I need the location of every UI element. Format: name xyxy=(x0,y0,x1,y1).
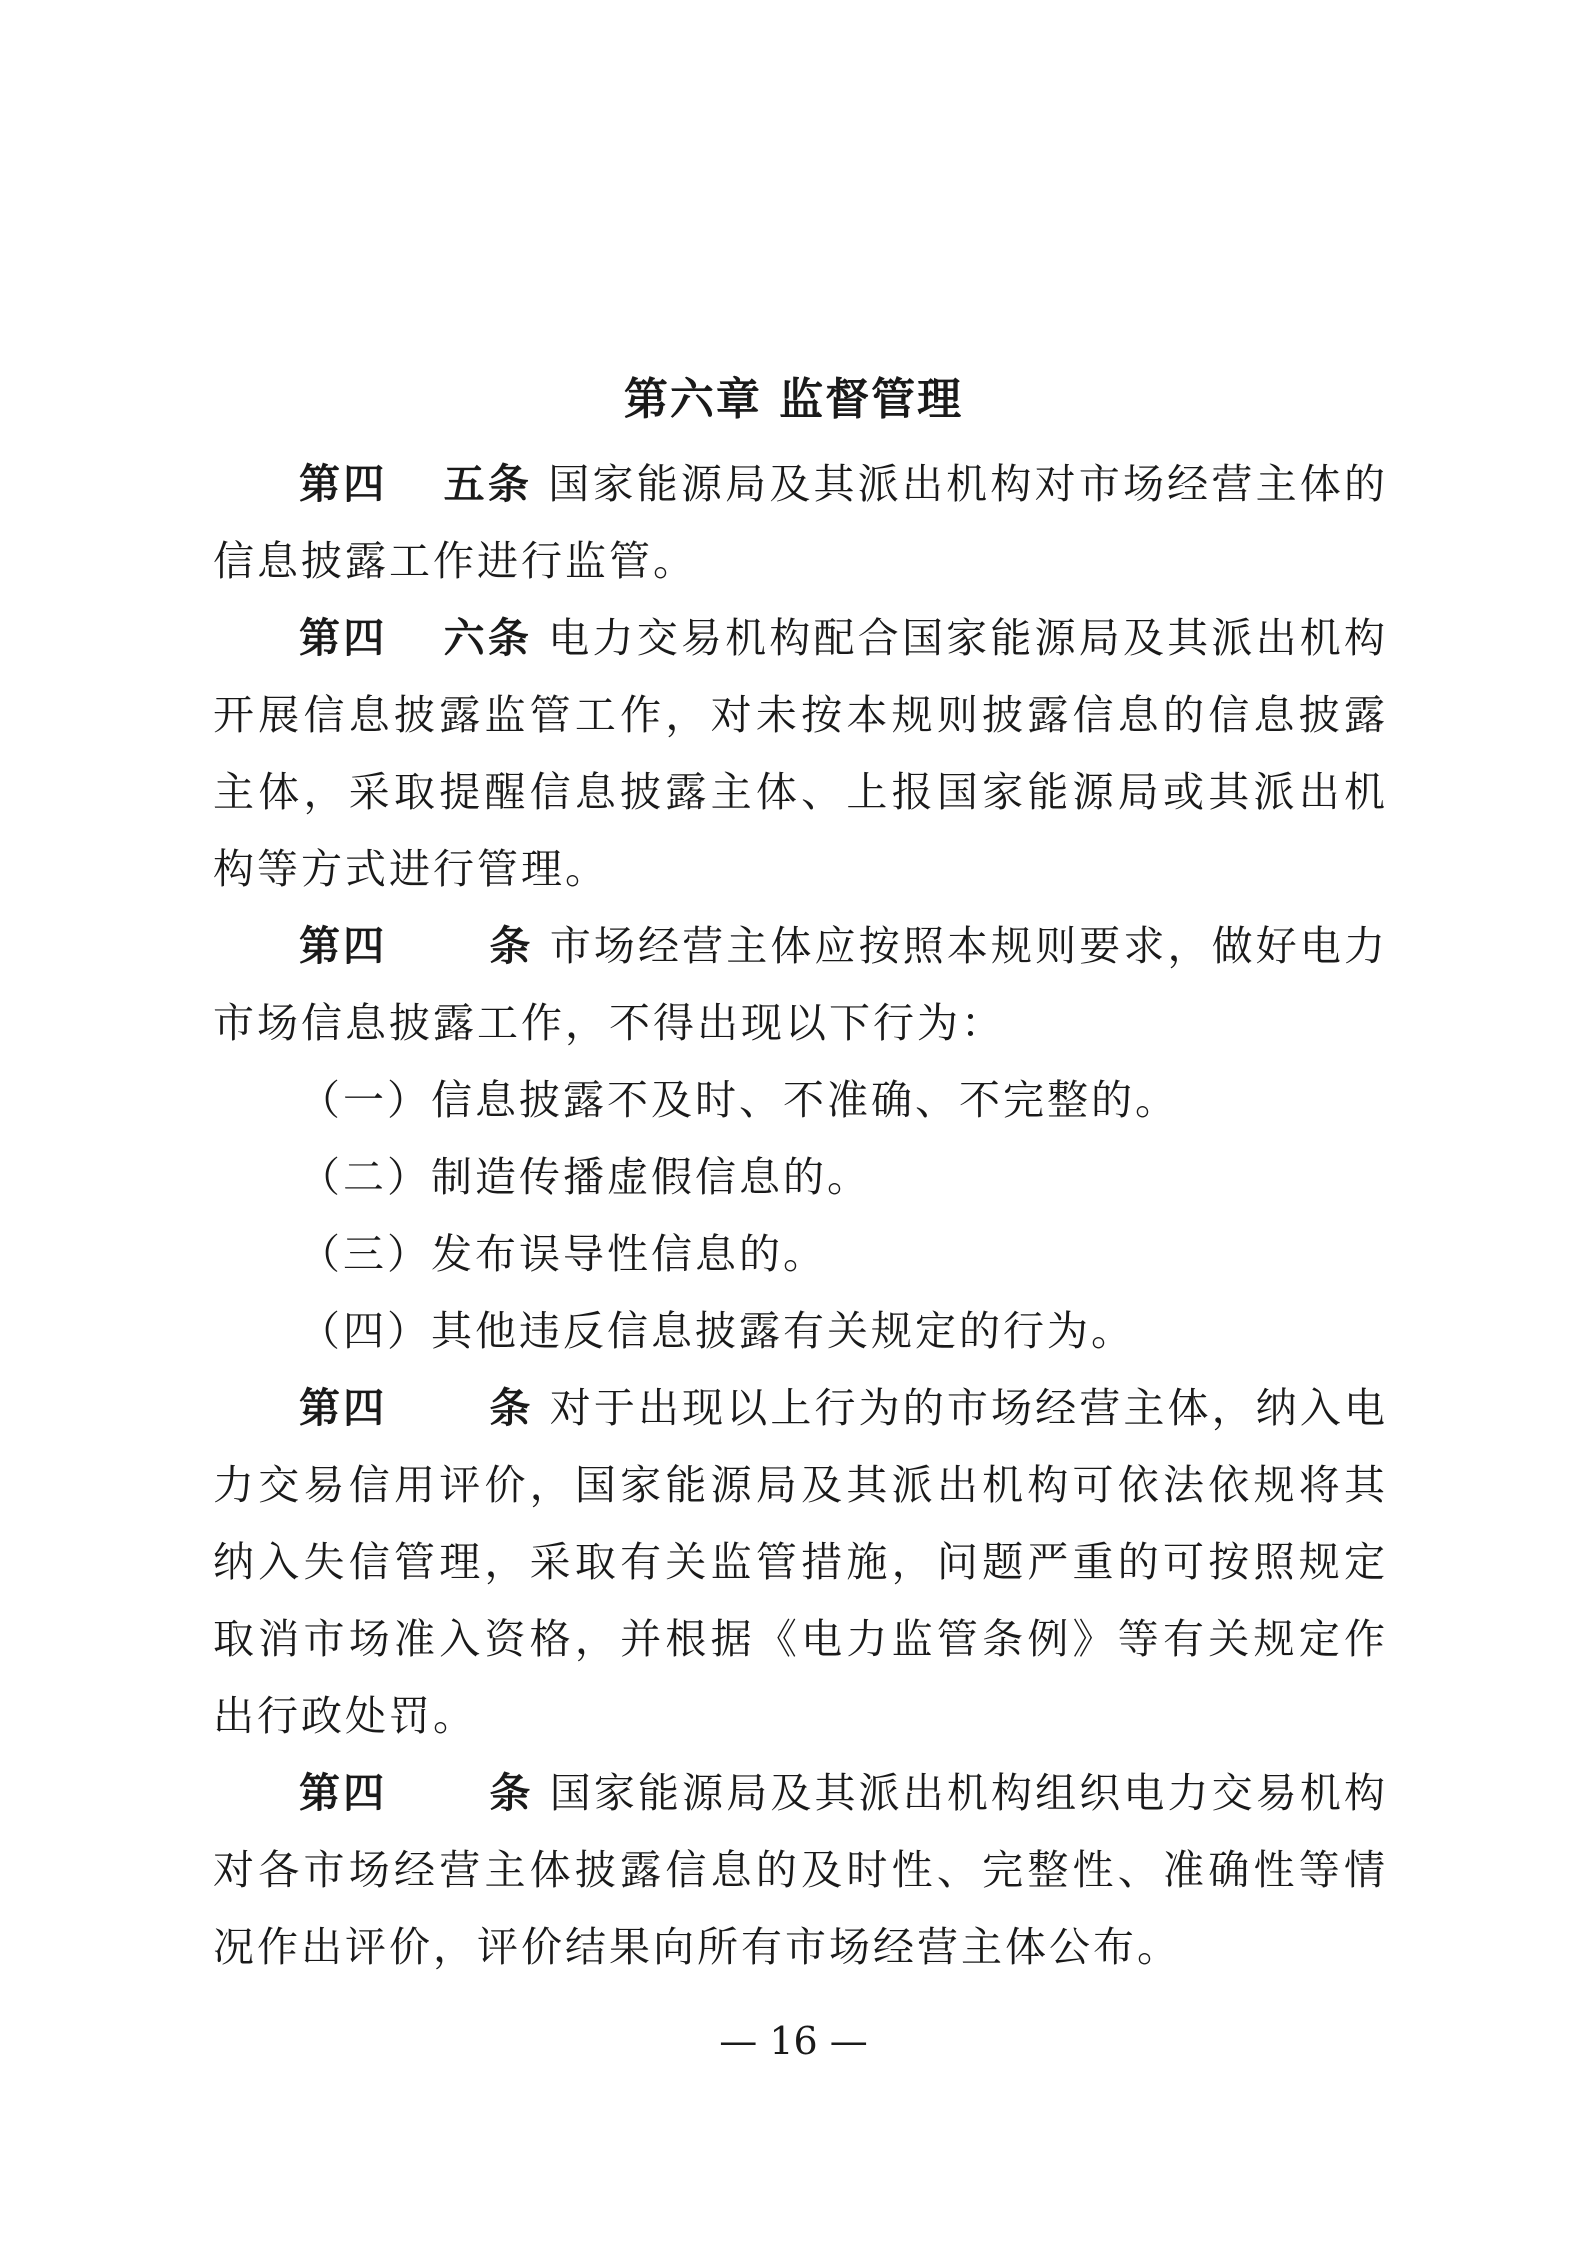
chapter-title: 第六章 监督管理 xyxy=(623,374,964,425)
list-item: （一）信息披露不及时、不准确、不完整的。 xyxy=(299,1076,1179,1124)
article-text: 市场经营主体应按照本规则要求，做好电力市场信息披露工作，不得出现以下行为： xyxy=(213,922,1389,1047)
article-text: 国家能源局及其派出机构组织电力交易机构对各市场经营主体披露信息的及时性、完整性、准确性等情况作出评价，评价结果向所有市场经营主体公布。 xyxy=(213,1769,1389,1971)
article-47 xyxy=(213,908,1388,1062)
article-number: 第四 五条 xyxy=(299,460,533,508)
article-49 xyxy=(213,1755,1388,1986)
article-number: 第四 条 xyxy=(299,922,534,970)
list-item: （三）发布误导性信息的。 xyxy=(299,1230,827,1278)
article-number: 第四 六条 xyxy=(299,614,533,662)
page-number: — 16 — xyxy=(719,2019,868,2063)
document-body xyxy=(213,446,1388,1986)
list-item: （二）制造传播虚假信息的。 xyxy=(299,1153,871,1201)
article-48 xyxy=(213,1370,1388,1755)
article-text: 对于出现以上行为的市场经营主体，纳入电力交易信用评价，国家能源局及其派出机构可依法依规将其纳入失信管理，采取有关监管措施，问题严重的可按照规定取消市场准入资格，并根据《电力监管条例》等有关规定作出行政处罚。 xyxy=(213,1384,1389,1740)
list-item: （四）其他违反信息披露有关规定的行为。 xyxy=(299,1307,1135,1355)
article-text: 国家能源局及其派出机构对市场经营主体的信息披露工作进行监管。 xyxy=(213,460,1389,585)
article-number: 第四 条 xyxy=(299,1769,534,1817)
article-text: 电力交易机构配合国家能源局及其派出机构开展信息披露监管工作，对未按本规则披露信息的信息披露主体，采取提醒信息披露主体、上报国家能源局或其派出机构等方式进行管理。 xyxy=(213,614,1389,893)
article-number: 第四 条 xyxy=(299,1384,534,1432)
article-46 xyxy=(213,600,1388,908)
article-45 xyxy=(213,446,1388,600)
